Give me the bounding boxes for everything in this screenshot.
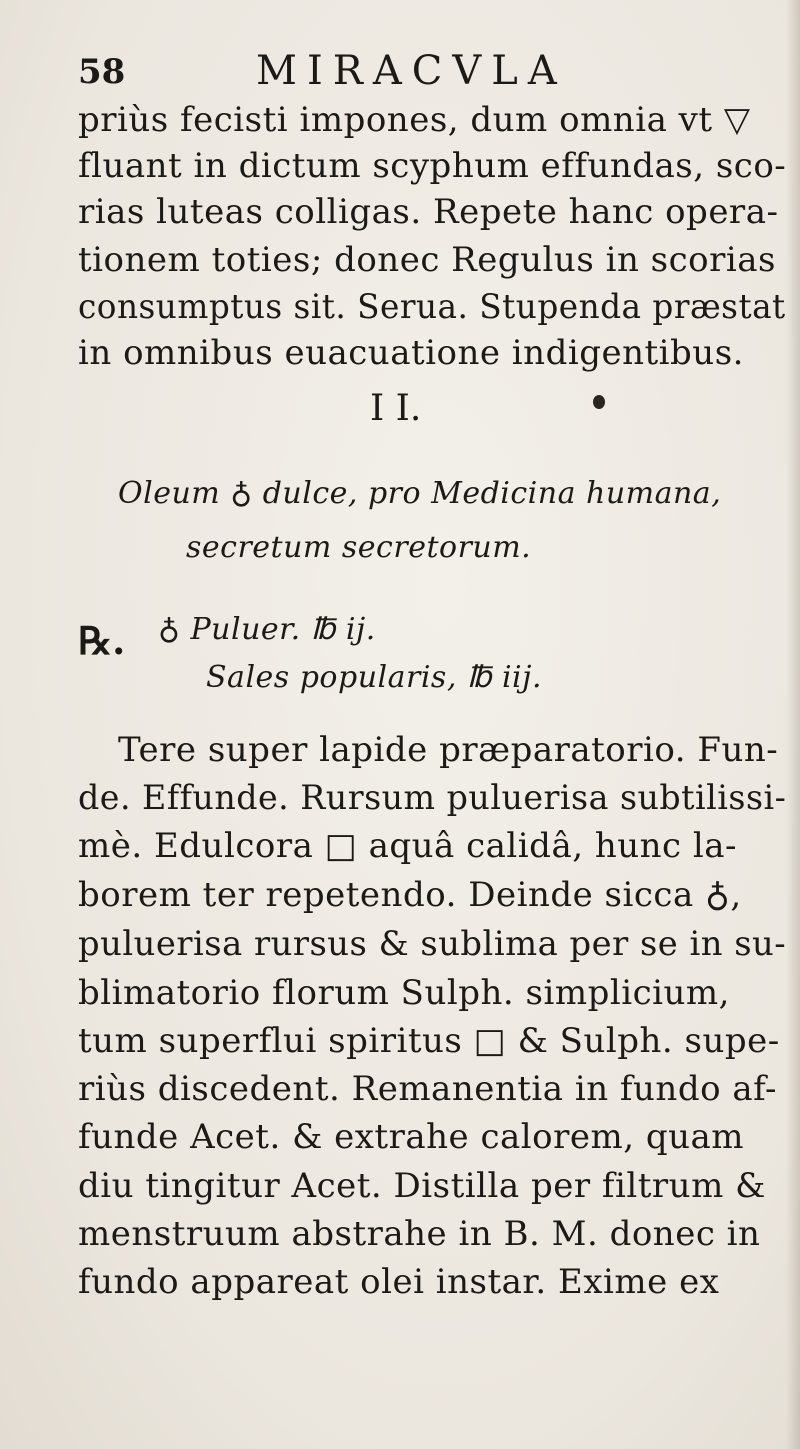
text-line: diu tingitur Acet. Distilla per filtrum & bbox=[78, 1166, 766, 1206]
text-line: priùs fecisti impones, dum omnia vt ▽ bbox=[78, 100, 751, 140]
text-line: tum superflui spiritus □ & Sulph. supe- bbox=[78, 1021, 780, 1061]
page-edge-shadow bbox=[786, 0, 800, 1449]
text-line: tionem toties; donec Regulus in scorias bbox=[78, 240, 776, 280]
text-line: fundo appareat olei instar. Exime ex bbox=[78, 1262, 720, 1302]
recipe-title-line: Oleum ♁ dulce, pro Medicina humana, bbox=[118, 476, 722, 511]
page-header bbox=[78, 48, 778, 98]
text-line: riùs discedent. Remanentia in fundo af- bbox=[78, 1069, 777, 1109]
text-line: menstruum abstrahe in B. M. donec in bbox=[78, 1214, 761, 1254]
text-line: mè. Edulcora □ aquâ calidâ, hunc la- bbox=[78, 826, 738, 866]
text-line: de. Effunde. Rursum puluerisa subtilissi- bbox=[78, 778, 787, 818]
text-line: rias luteas colligas. Repete hanc opera- bbox=[78, 192, 779, 232]
section-number: I I. bbox=[370, 388, 422, 429]
text-line: borem ter repetendo. Deinde sicca ♁, bbox=[78, 875, 742, 915]
text-line: funde Acet. & extrahe calorem, quam bbox=[78, 1117, 745, 1157]
text-line: consumptus sit. Serua. Stupenda præstat bbox=[78, 287, 786, 327]
text-line: blimatorio florum Sulph. simplicium, bbox=[78, 973, 730, 1013]
recipe-line: ♁ Puluer. ℔ ij. bbox=[158, 612, 376, 647]
text-line: in omnibus euacuatione indigentibus. bbox=[78, 333, 744, 373]
recipe-title-line: secretum secretorum. bbox=[186, 530, 532, 565]
running-head: MIRACVLA bbox=[256, 48, 567, 94]
recipe-line: Sales popularis, ℔ iij. bbox=[206, 660, 542, 695]
recipe-mark: ℞. bbox=[78, 618, 126, 663]
text-line: Tere super lapide præparatorio. Fun- bbox=[118, 730, 779, 770]
ink-spot bbox=[593, 395, 605, 409]
page-number: 58 bbox=[78, 52, 126, 92]
text-line: puluerisa rursus & sublima per se in su- bbox=[78, 924, 787, 964]
text-line: fluant in dictum scyphum effundas, sco- bbox=[78, 146, 787, 186]
